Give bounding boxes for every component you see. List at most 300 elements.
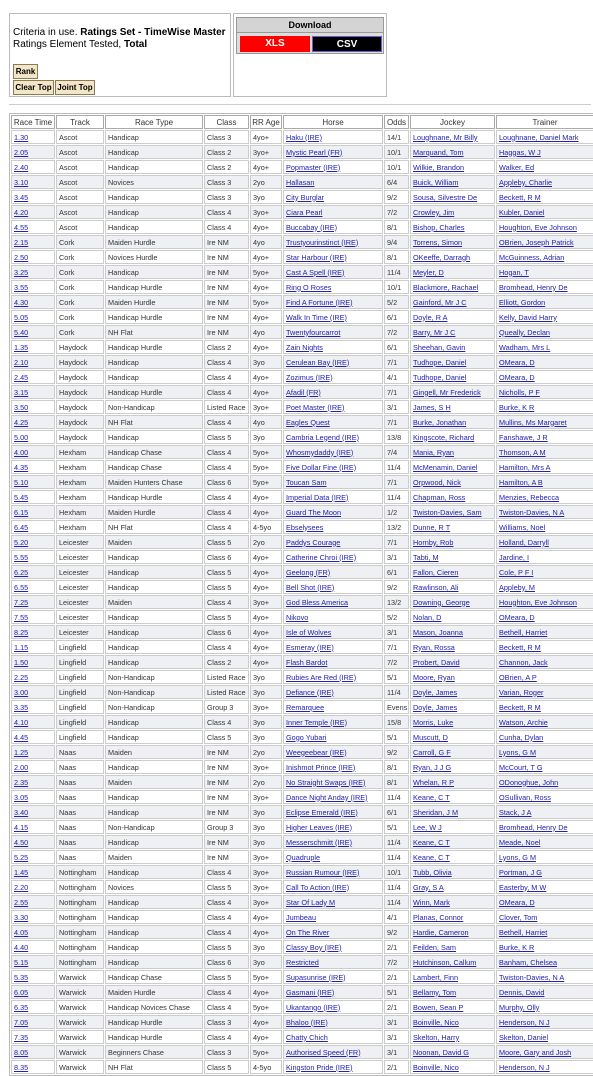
cell-track: Naas: [56, 805, 104, 819]
cell-rr-age: 4yo+: [250, 610, 282, 624]
horse-link[interactable]: Geelong (FR): [283, 565, 383, 579]
jockey-link[interactable]: Lee, W J: [410, 820, 495, 834]
race-time-link[interactable]: 1.35: [11, 340, 55, 354]
race-time-link[interactable]: 3.55: [11, 280, 55, 294]
jockey-link[interactable]: Boinville, Nico: [410, 1060, 495, 1074]
header-rr-age[interactable]: RR Age: [250, 115, 282, 129]
trainer-link[interactable]: Mullins, Ms Margaret: [496, 415, 593, 429]
header-race-time[interactable]: Race Time: [11, 115, 55, 129]
race-time-link[interactable]: 3.10: [11, 175, 55, 189]
horse-link[interactable]: Weegeebear (IRE): [283, 745, 383, 759]
horse-link[interactable]: God Bless America: [283, 595, 383, 609]
trainer-link[interactable]: Portman, J G: [496, 865, 593, 879]
race-time-link[interactable]: 3.25: [11, 265, 55, 279]
trainer-link[interactable]: Williams, Noel: [496, 520, 593, 534]
jockey-link[interactable]: Whelan, R P: [410, 775, 495, 789]
header-jockey[interactable]: Jockey: [410, 115, 495, 129]
jockey-link[interactable]: Carroll, G F: [410, 745, 495, 759]
jockey-link[interactable]: Twiston-Davies, Sam: [410, 505, 495, 519]
trainer-link[interactable]: OSullivan, Ross: [496, 790, 593, 804]
trainer-link[interactable]: Hamilton, A B: [496, 475, 593, 489]
trainer-link[interactable]: Cunha, Dylan: [496, 730, 593, 744]
jockey-link[interactable]: Muscutt, D: [410, 730, 495, 744]
trainer-link[interactable]: Wadham, Mrs L: [496, 340, 593, 354]
race-time-link[interactable]: 3.05: [11, 790, 55, 804]
trainer-link[interactable]: Channon, Jack: [496, 655, 593, 669]
trainer-link[interactable]: Bethell, Harriet: [496, 925, 593, 939]
trainer-link[interactable]: Hamilton, Mrs A: [496, 460, 593, 474]
rank-button[interactable]: Rank: [13, 64, 38, 79]
jockey-link[interactable]: McMenamin, Daniel: [410, 460, 495, 474]
horse-link[interactable]: Buccabay (IRE): [283, 220, 383, 234]
trainer-link[interactable]: Dennis, David: [496, 985, 593, 999]
race-time-link[interactable]: 1.15: [11, 640, 55, 654]
horse-link[interactable]: Esmeray (IRE): [283, 640, 383, 654]
cell-track: Cork: [56, 265, 104, 279]
horse-link[interactable]: Star Harbour (IRE): [283, 250, 383, 264]
cell-class: Ire NM: [204, 295, 249, 309]
race-time-link[interactable]: 5.05: [11, 310, 55, 324]
jockey-link[interactable]: Torrens, Simon: [410, 235, 495, 249]
race-time-link[interactable]: 4.15: [11, 820, 55, 834]
race-time-link[interactable]: 2.20: [11, 880, 55, 894]
trainer-link[interactable]: Elliott, Gordon: [496, 295, 593, 309]
race-time-link[interactable]: 6.55: [11, 580, 55, 594]
csv-download-button[interactable]: CSV: [312, 36, 382, 52]
cell-race-type: Handicap: [105, 790, 203, 804]
jockey-link[interactable]: Mason, Joanna: [410, 625, 495, 639]
horse-link[interactable]: Gasmani (IRE): [283, 985, 383, 999]
horse-link[interactable]: Trustyourinstinct (IRE): [283, 235, 383, 249]
trainer-link[interactable]: Hogan, T: [496, 265, 593, 279]
horse-link[interactable]: Classy Boy (IRE): [283, 940, 383, 954]
trainer-link[interactable]: Beckett, R M: [496, 190, 593, 204]
trainer-link[interactable]: Bromhead, Henry De: [496, 820, 593, 834]
horse-link[interactable]: Eagles Quest: [283, 415, 383, 429]
race-time-link[interactable]: 3.40: [11, 805, 55, 819]
trainer-link[interactable]: Burke, K R: [496, 400, 593, 414]
trainer-link[interactable]: Queally, Declan: [496, 325, 593, 339]
horse-link[interactable]: Haku (IRE): [283, 130, 383, 144]
trainer-link[interactable]: Holland, Darryll: [496, 535, 593, 549]
horse-link[interactable]: Call To Action (IRE): [283, 880, 383, 894]
jockey-link[interactable]: Wilkie, Brandon: [410, 160, 495, 174]
jockey-link[interactable]: Burke, Jonathan: [410, 415, 495, 429]
horse-link[interactable]: Paddys Courage: [283, 535, 383, 549]
jockey-link[interactable]: Crowley, Jim: [410, 205, 495, 219]
race-time-link[interactable]: 1.50: [11, 655, 55, 669]
jockey-link[interactable]: Morris, Luke: [410, 715, 495, 729]
race-time-link[interactable]: 8.35: [11, 1060, 55, 1074]
horse-link[interactable]: Hallasan: [283, 175, 383, 189]
jockey-link[interactable]: Loughnane, Mr Billy: [410, 130, 495, 144]
trainer-link[interactable]: OBrien, A P: [496, 670, 593, 684]
jockey-link[interactable]: Tudhope, Daniel: [410, 370, 495, 384]
jockey-link[interactable]: Winn, Mark: [410, 895, 495, 909]
race-time-link[interactable]: 4.05: [11, 925, 55, 939]
race-time-link[interactable]: 7.25: [11, 595, 55, 609]
jockey-link[interactable]: James, S H: [410, 400, 495, 414]
jockey-link[interactable]: Doyle, R A: [410, 310, 495, 324]
cell-track: Naas: [56, 820, 104, 834]
race-time-link[interactable]: 1.25: [11, 745, 55, 759]
cell-race-type: Maiden Hurdle: [105, 295, 203, 309]
trainer-link[interactable]: Clover, Tom: [496, 910, 593, 924]
race-time-link[interactable]: 6.45: [11, 520, 55, 534]
header-class[interactable]: Class: [204, 115, 249, 129]
jockey-link[interactable]: Buick, William: [410, 175, 495, 189]
horse-link[interactable]: Authorised Speed (FR): [283, 1045, 383, 1059]
cell-odds: 14/1: [384, 130, 409, 144]
horse-link[interactable]: Gogo Yubari: [283, 730, 383, 744]
horse-link[interactable]: Messerschmitt (IRE): [283, 835, 383, 849]
race-time-link[interactable]: 4.20: [11, 205, 55, 219]
cell-race-type: Handicap: [105, 265, 203, 279]
horse-link[interactable]: Five Dollar Fine (IRE): [283, 460, 383, 474]
horse-link[interactable]: Whosmydaddy (IRE): [283, 445, 383, 459]
trainer-link[interactable]: Bromhead, Henry De: [496, 280, 593, 294]
horse-link[interactable]: Twentyfourcarrot: [283, 325, 383, 339]
race-time-link[interactable]: 6.35: [11, 1000, 55, 1014]
trainer-link[interactable]: Beckett, R M: [496, 640, 593, 654]
trainer-link[interactable]: Bethell, Harriet: [496, 625, 593, 639]
horse-link[interactable]: Russian Rumour (IRE): [283, 865, 383, 879]
horse-link[interactable]: Guard The Moon: [283, 505, 383, 519]
horse-link[interactable]: Imperial Data (IRE): [283, 490, 383, 504]
jockey-link[interactable]: Hutchinson, Callum: [410, 955, 495, 969]
race-time-link[interactable]: 2.35: [11, 775, 55, 789]
jockey-link[interactable]: Bowen, Sean P: [410, 1000, 495, 1014]
cell-race-type: Novices Hurdle: [105, 250, 203, 264]
race-time-link[interactable]: 3.45: [11, 190, 55, 204]
jockey-link[interactable]: Hornby, Rob: [410, 535, 495, 549]
cell-track: Nottingham: [56, 955, 104, 969]
trainer-link[interactable]: Stack, J A: [496, 805, 593, 819]
trainer-link[interactable]: Walker, Ed: [496, 160, 593, 174]
jockey-link[interactable]: Fallon, Cieren: [410, 565, 495, 579]
race-time-link[interactable]: 4.50: [11, 835, 55, 849]
horse-link[interactable]: Higher Leaves (IRE): [283, 820, 383, 834]
trainer-link[interactable]: OMeara, D: [496, 370, 593, 384]
race-time-link[interactable]: 5.40: [11, 325, 55, 339]
horse-link[interactable]: Supasunrise (IRE): [283, 970, 383, 984]
jockey-link[interactable]: Bellamy, Tom: [410, 985, 495, 999]
cell-class: Class 2: [204, 655, 249, 669]
horse-link[interactable]: Ukantango (IRE): [283, 1000, 383, 1014]
trainer-link[interactable]: Watson, Archie: [496, 715, 593, 729]
race-time-link[interactable]: 3.30: [11, 910, 55, 924]
race-time-link[interactable]: 4.40: [11, 940, 55, 954]
trainer-link[interactable]: Varian, Roger: [496, 685, 593, 699]
table-row: [11, 475, 593, 489]
jockey-link[interactable]: Noonan, David G: [410, 1045, 495, 1059]
horse-link[interactable]: Find A Fortune (IRE): [283, 295, 383, 309]
horse-link[interactable]: Isle of Wolves: [283, 625, 383, 639]
race-time-link[interactable]: 4.00: [11, 445, 55, 459]
horse-link[interactable]: Restricted: [283, 955, 383, 969]
cell-track: Nottingham: [56, 865, 104, 879]
jockey-link[interactable]: Chapman, Ross: [410, 490, 495, 504]
race-time-link[interactable]: 3.00: [11, 685, 55, 699]
jockey-link[interactable]: Moore, Ryan: [410, 670, 495, 684]
race-time-link[interactable]: 1.30: [11, 130, 55, 144]
trainer-link[interactable]: OMeara, D: [496, 610, 593, 624]
jockey-link[interactable]: Keane, C T: [410, 850, 495, 864]
horse-link[interactable]: Popmaster (IRE): [283, 160, 383, 174]
jockey-link[interactable]: Gainford, Mr J C: [410, 295, 495, 309]
trainer-link[interactable]: Appleby, M: [496, 580, 593, 594]
horse-link[interactable]: Zain Nights: [283, 340, 383, 354]
jockey-link[interactable]: Tubb, Olivia: [410, 865, 495, 879]
jockey-link[interactable]: Meyler, D: [410, 265, 495, 279]
race-time-link[interactable]: 2.55: [11, 895, 55, 909]
trainer-link[interactable]: Kubler, Daniel: [496, 205, 593, 219]
trainer-link[interactable]: Easterby, M W: [496, 880, 593, 894]
horse-link[interactable]: City Burglar: [283, 190, 383, 204]
cell-track: Cork: [56, 295, 104, 309]
jockey-link[interactable]: Doyle, James: [410, 700, 495, 714]
horse-link[interactable]: Inner Temple (IRE): [283, 715, 383, 729]
trainer-link[interactable]: Jardine, I: [496, 550, 593, 564]
race-time-link[interactable]: 7.35: [11, 1030, 55, 1044]
horse-link[interactable]: Catherine Chroi (IRE): [283, 550, 383, 564]
trainer-link[interactable]: Moore, Gary and Josh: [496, 1045, 593, 1059]
horse-link[interactable]: Cambria Legend (IRE): [283, 430, 383, 444]
jockey-link[interactable]: Keane, C T: [410, 835, 495, 849]
trainer-link[interactable]: Meade, Noel: [496, 835, 593, 849]
horse-link[interactable]: No Straight Swaps (IRE): [283, 775, 383, 789]
jockey-link[interactable]: Mania, Ryan: [410, 445, 495, 459]
horse-link[interactable]: Remarquee: [283, 700, 383, 714]
jockey-link[interactable]: Boinville, Nico: [410, 1015, 495, 1029]
jockey-link[interactable]: Feilden, Sam: [410, 940, 495, 954]
jockey-link[interactable]: Ryan, J J G: [410, 760, 495, 774]
trainer-link[interactable]: Loughnane, Daniel Mark: [496, 130, 593, 144]
cell-class: Class 3: [204, 1015, 249, 1029]
race-time-link[interactable]: 2.10: [11, 355, 55, 369]
trainer-link[interactable]: Kelly, David Harry: [496, 310, 593, 324]
trainer-link[interactable]: Burke, K R: [496, 940, 593, 954]
jockey-link[interactable]: Gingell, Mr Frederick: [410, 385, 495, 399]
horse-link[interactable]: Rubies Are Red (IRE): [283, 670, 383, 684]
horse-link[interactable]: Quadruple: [283, 850, 383, 864]
trainer-link[interactable]: Skelton, Daniel: [496, 1030, 593, 1044]
race-time-link[interactable]: 6.15: [11, 505, 55, 519]
cell-odds: 7/1: [384, 415, 409, 429]
race-time-link[interactable]: 5.10: [11, 475, 55, 489]
trainer-link[interactable]: Menzies, Rebecca: [496, 490, 593, 504]
jockey-link[interactable]: Blackmore, Rachael: [410, 280, 495, 294]
race-time-link[interactable]: 8.25: [11, 625, 55, 639]
joint-top-button[interactable]: Joint Top: [55, 80, 95, 95]
race-time-link[interactable]: 2.00: [11, 760, 55, 774]
table-row: [11, 415, 593, 429]
trainer-link[interactable]: Twiston-Davies, N A: [496, 970, 593, 984]
race-time-link[interactable]: 7.55: [11, 610, 55, 624]
jockey-link[interactable]: OKeeffe, Darragh: [410, 250, 495, 264]
horse-link[interactable]: Mystic Pearl (FR): [283, 145, 383, 159]
cell-track: Lingfield: [56, 640, 104, 654]
trainer-link[interactable]: Cole, P F I: [496, 565, 593, 579]
horse-link[interactable]: Walk In Time (IRE): [283, 310, 383, 324]
jockey-link[interactable]: Keane, C T: [410, 790, 495, 804]
race-time-link[interactable]: 2.15: [11, 235, 55, 249]
trainer-link[interactable]: Banham, Chelsea: [496, 955, 593, 969]
cell-rr-age: 5yo+: [250, 295, 282, 309]
trainer-link[interactable]: Lyons, G M: [496, 745, 593, 759]
race-time-link[interactable]: 4.25: [11, 415, 55, 429]
horse-link[interactable]: Ebselysees: [283, 520, 383, 534]
trainer-link[interactable]: Nicholls, P F: [496, 385, 593, 399]
trainer-link[interactable]: Henderson, N J: [496, 1060, 593, 1074]
horse-link[interactable]: Star Of Lady M: [283, 895, 383, 909]
trainer-link[interactable]: Fanshawe, J R: [496, 430, 593, 444]
race-time-link[interactable]: 1.45: [11, 865, 55, 879]
horse-link[interactable]: Inishmot Prince (IRE): [283, 760, 383, 774]
jockey-link[interactable]: Orpwood, Nick: [410, 475, 495, 489]
horse-link[interactable]: Jumbeau: [283, 910, 383, 924]
horse-link[interactable]: Defiance (IRE): [283, 685, 383, 699]
horse-link[interactable]: Bell Shot (IRE): [283, 580, 383, 594]
jockey-link[interactable]: Sheridan, J M: [410, 805, 495, 819]
trainer-link[interactable]: OMeara, D: [496, 355, 593, 369]
cell-track: Cork: [56, 325, 104, 339]
jockey-link[interactable]: Kingscote, Richard: [410, 430, 495, 444]
header-race-type[interactable]: Race Type: [105, 115, 203, 129]
trainer-link[interactable]: Houghton, Eve Johnson: [496, 595, 593, 609]
race-time-link[interactable]: 5.15: [11, 955, 55, 969]
race-time-link[interactable]: 2.45: [11, 370, 55, 384]
jockey-link[interactable]: Sheehan, Gavin: [410, 340, 495, 354]
header-odds[interactable]: Odds: [384, 115, 409, 129]
jockey-link[interactable]: Nolan, D: [410, 610, 495, 624]
race-time-link[interactable]: 5.35: [11, 970, 55, 984]
header-track[interactable]: Track: [56, 115, 104, 129]
trainer-link[interactable]: Houghton, Eve Johnson: [496, 220, 593, 234]
horse-link[interactable]: Chatty Chich: [283, 1030, 383, 1044]
race-time-link[interactable]: 2.05: [11, 145, 55, 159]
race-time-link[interactable]: 5.45: [11, 490, 55, 504]
header-horse[interactable]: Horse: [283, 115, 383, 129]
horse-link[interactable]: On The River: [283, 925, 383, 939]
cell-rr-age: 4yo+: [250, 220, 282, 234]
trainer-link[interactable]: Appleby, Charlie: [496, 175, 593, 189]
horse-link[interactable]: Cast A Spell (IRE): [283, 265, 383, 279]
header-trainer[interactable]: Trainer: [496, 115, 593, 129]
race-time-link[interactable]: 3.50: [11, 400, 55, 414]
race-time-link[interactable]: 5.55: [11, 550, 55, 564]
trainer-link[interactable]: ODonoghue, John: [496, 775, 593, 789]
race-time-link[interactable]: 2.50: [11, 250, 55, 264]
cell-race-type: Beginners Chase: [105, 1045, 203, 1059]
cell-odds: 6/1: [384, 805, 409, 819]
trainer-link[interactable]: Lyons, G M: [496, 850, 593, 864]
horse-link[interactable]: Kingston Pride (IRE): [283, 1060, 383, 1074]
trainer-link[interactable]: Henderson, N J: [496, 1015, 593, 1029]
table-row: [11, 205, 593, 219]
jockey-link[interactable]: Hardie, Cameron: [410, 925, 495, 939]
clear-top-button[interactable]: Clear Top: [13, 80, 54, 95]
cell-track: Naas: [56, 775, 104, 789]
jockey-link[interactable]: Marquand, Tom: [410, 145, 495, 159]
jockey-link[interactable]: Gray, S A: [410, 880, 495, 894]
trainer-link[interactable]: Murphy, Olly: [496, 1000, 593, 1014]
jockey-link[interactable]: Tabti, M: [410, 550, 495, 564]
race-time-link[interactable]: 2.25: [11, 670, 55, 684]
race-time-link[interactable]: 5.00: [11, 430, 55, 444]
race-time-link[interactable]: 5.20: [11, 535, 55, 549]
race-time-link[interactable]: 4.55: [11, 220, 55, 234]
race-time-link[interactable]: 4.45: [11, 730, 55, 744]
horse-link[interactable]: Toucan Sam: [283, 475, 383, 489]
race-time-link[interactable]: 4.30: [11, 295, 55, 309]
race-time-link[interactable]: 5.25: [11, 850, 55, 864]
race-time-link[interactable]: 7.05: [11, 1015, 55, 1029]
trainer-link[interactable]: McCourt, T G: [496, 760, 593, 774]
horse-link[interactable]: Dance Night Anday (IRE): [283, 790, 383, 804]
jockey-link[interactable]: Skelton, Harry: [410, 1030, 495, 1044]
trainer-link[interactable]: Thomson, A M: [496, 445, 593, 459]
cell-race-type: Handicap: [105, 730, 203, 744]
race-time-link[interactable]: 6.05: [11, 985, 55, 999]
horse-link[interactable]: Eclipse Emerald (IRE): [283, 805, 383, 819]
trainer-link[interactable]: Twiston-Davies, N A: [496, 505, 593, 519]
cell-track: Warwick: [56, 1015, 104, 1029]
jockey-link[interactable]: Barry, Mr J C: [410, 325, 495, 339]
jockey-link[interactable]: Doyle, James: [410, 685, 495, 699]
jockey-link[interactable]: Lambert, Finn: [410, 970, 495, 984]
cell-odds: 6/4: [384, 175, 409, 189]
race-time-link[interactable]: 3.35: [11, 700, 55, 714]
jockey-link[interactable]: Dunne, R T: [410, 520, 495, 534]
horse-link[interactable]: Ciara Pearl: [283, 205, 383, 219]
horse-link[interactable]: Bhaloo (IRE): [283, 1015, 383, 1029]
trainer-link[interactable]: OMeara, D: [496, 895, 593, 909]
jockey-link[interactable]: Ryan, Rossa: [410, 640, 495, 654]
cell-class: Ire NM: [204, 250, 249, 264]
horse-link[interactable]: Zozimus (IRE): [283, 370, 383, 384]
jockey-link[interactable]: Sousa, Silvestre De: [410, 190, 495, 204]
trainer-link[interactable]: Beckett, R M: [496, 700, 593, 714]
race-time-link[interactable]: 6.25: [11, 565, 55, 579]
jockey-link[interactable]: Planas, Connor: [410, 910, 495, 924]
trainer-link[interactable]: OBrien, Joseph Patrick: [496, 235, 593, 249]
trainer-link[interactable]: Haggas, W J: [496, 145, 593, 159]
race-time-link[interactable]: 4.35: [11, 460, 55, 474]
trainer-link[interactable]: McGuinness, Adrian: [496, 250, 593, 264]
horse-link[interactable]: Cerulean Bay (IRE): [283, 355, 383, 369]
jockey-link[interactable]: Probert, David: [410, 655, 495, 669]
jockey-link[interactable]: Rawlinson, Ali: [410, 580, 495, 594]
race-time-link[interactable]: 3.15: [11, 385, 55, 399]
xls-download-button[interactable]: XLS: [240, 36, 310, 52]
horse-link[interactable]: Flash Bardot: [283, 655, 383, 669]
race-time-link[interactable]: 4.10: [11, 715, 55, 729]
cell-race-type: Handicap: [105, 160, 203, 174]
race-time-link[interactable]: 2.40: [11, 160, 55, 174]
horse-link[interactable]: Nikovo: [283, 610, 383, 624]
race-time-link[interactable]: 8.05: [11, 1045, 55, 1059]
jockey-link[interactable]: Bishop, Charles: [410, 220, 495, 234]
jockey-link[interactable]: Downing, George: [410, 595, 495, 609]
horse-link[interactable]: Poet Master (IRE): [283, 400, 383, 414]
jockey-link[interactable]: Tudhope, Daniel: [410, 355, 495, 369]
horse-link[interactable]: Afadil (FR): [283, 385, 383, 399]
horse-link[interactable]: Ring O Roses: [283, 280, 383, 294]
cell-track: Nottingham: [56, 895, 104, 909]
cell-rr-age: 2yo: [250, 775, 282, 789]
cell-odds: 7/2: [384, 205, 409, 219]
